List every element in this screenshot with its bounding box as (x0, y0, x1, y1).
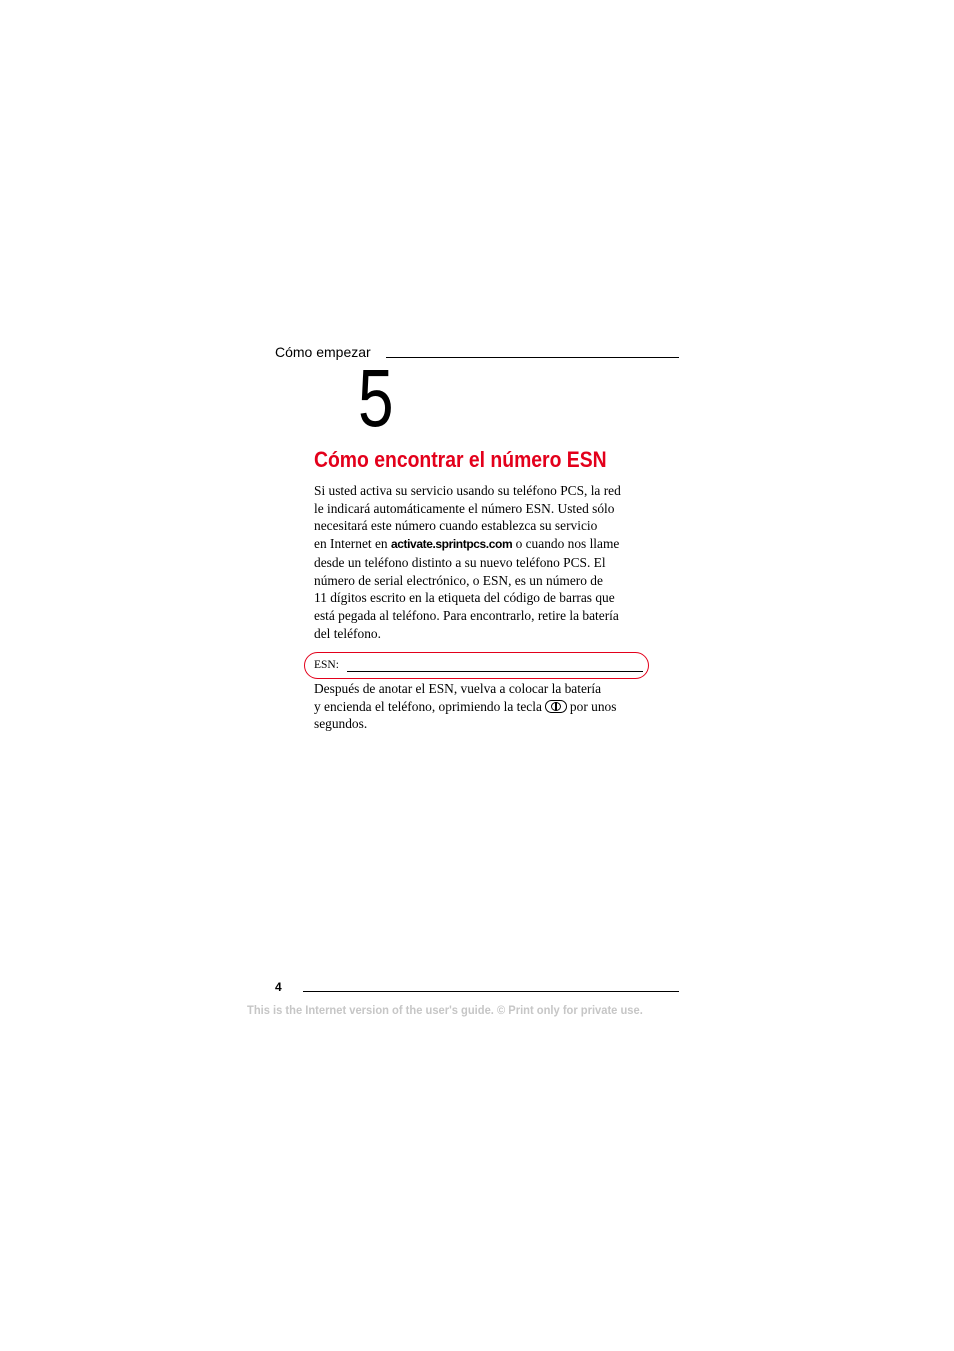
intro-line: Si usted activa su servicio usando su teléfono PCS, la red (314, 483, 621, 498)
intro-line-with-url (314, 535, 666, 554)
after-line: segundos. (314, 716, 368, 732)
footer-rule (303, 991, 679, 992)
after-paragraph (314, 680, 666, 733)
intro-text: o cuando nos llame (512, 536, 620, 552)
intro-line: necesitará este número cuando establezca su servicio (314, 518, 598, 534)
disclaimer: This is the Internet version of the user's guide. © Print only for private use. (247, 1005, 643, 1017)
intro-line: le indicará automáticamente el número ESN. Usted sólo (314, 500, 615, 516)
intro-line: número de serial electrónico, o ESN, es un número de (314, 572, 603, 588)
esn-highlight-oval (304, 652, 649, 679)
after-text: y encienda el teléfono, oprimiendo la tecla (314, 698, 542, 714)
intro-text: en Internet en (314, 536, 391, 552)
intro-line: desde un teléfono distinto a su nuevo teléfono PCS. El (314, 554, 606, 570)
after-text: por unos (569, 698, 617, 714)
header-section-label: Cómo empezar (275, 344, 371, 360)
power-key-icon (545, 700, 567, 713)
step-number: 5 (358, 353, 394, 444)
section-title: Cómo encontrar el número ESN (314, 447, 607, 472)
intro-line: del teléfono. (314, 625, 381, 641)
esn-label: ESN: (314, 659, 339, 671)
intro-paragraph (314, 482, 666, 642)
page-number: 4 (275, 980, 282, 994)
after-line: Después de anotar el ESN, vuelva a colocar la batería (314, 681, 602, 696)
header-rule (386, 357, 679, 358)
intro-line: 11 dígitos escrito en la etiqueta del código de barras que (314, 590, 615, 606)
intro-line: está pegada al teléfono. Para encontrarlo, retire la batería (314, 607, 619, 623)
esn-write-line (347, 671, 643, 672)
after-line-with-key (314, 698, 666, 716)
activation-url: activate.sprintpcs.com (390, 537, 513, 552)
